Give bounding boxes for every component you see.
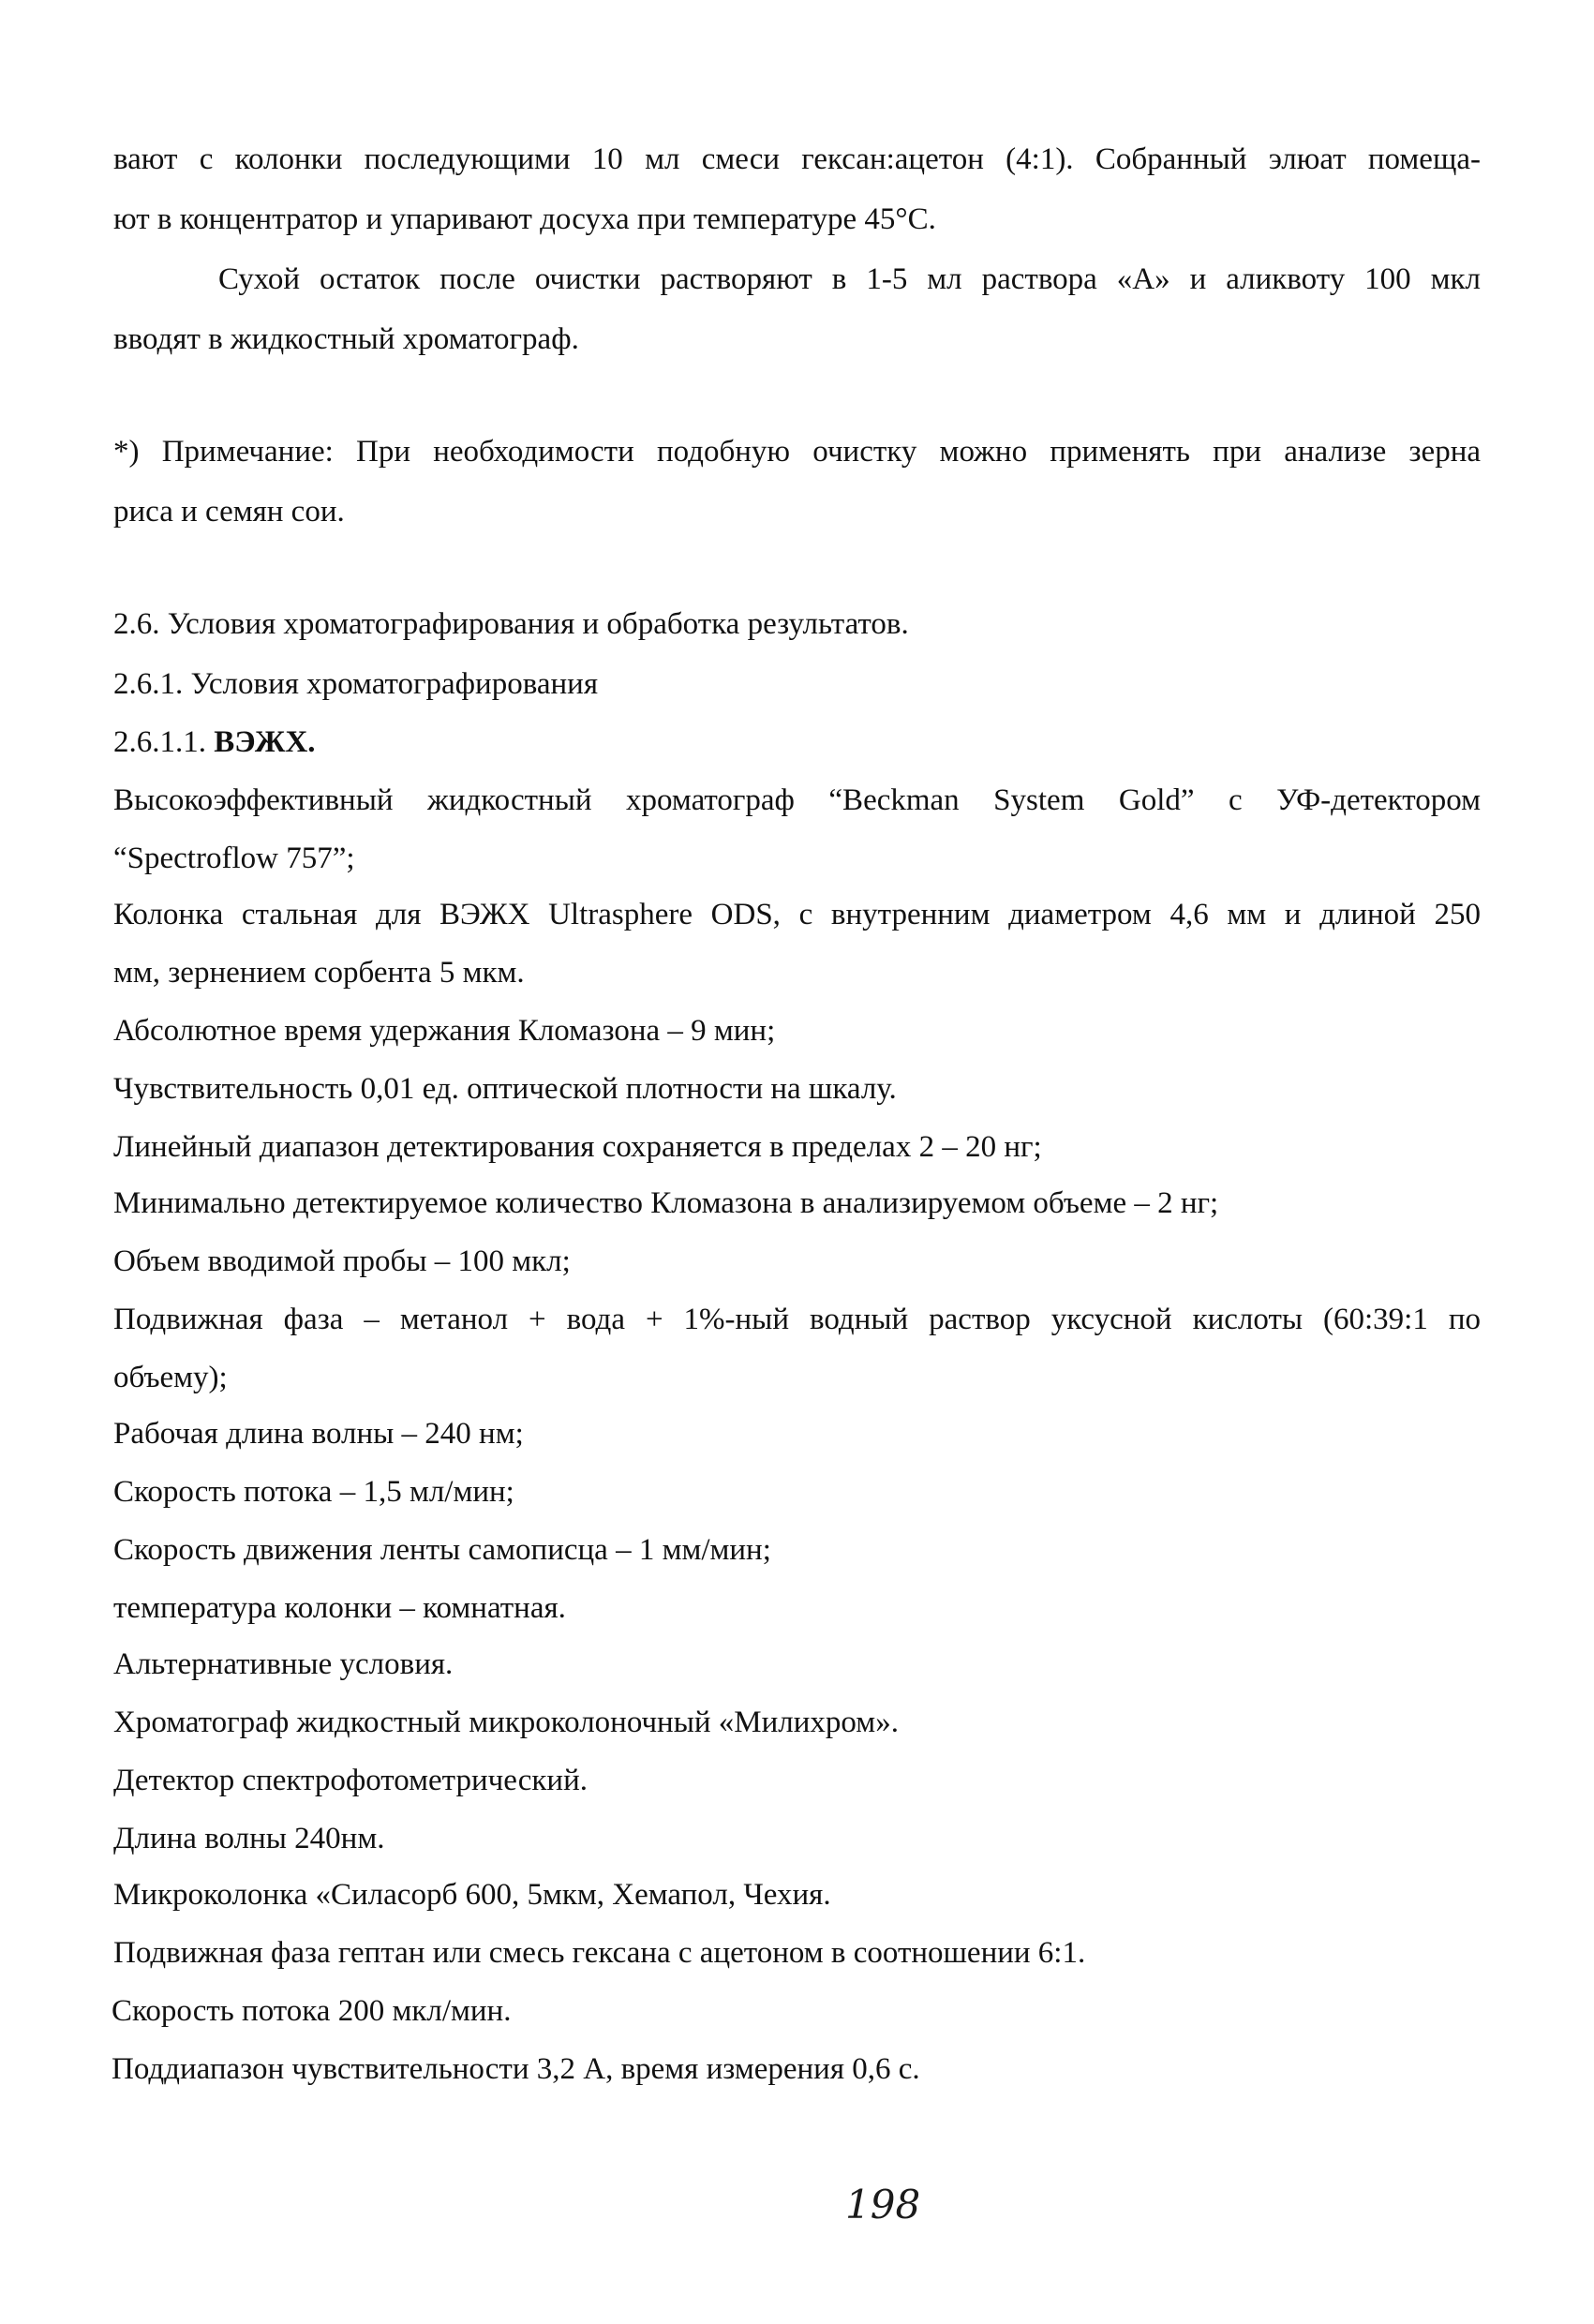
- column-temperature: температура колонки – комнатная.: [113, 1591, 566, 1625]
- paragraph-2-line-2: вводят в жидкостный хроматограф.: [113, 322, 579, 356]
- min-detectable: Минимально детектируемое количество Кломазона в анализируемом объеме – 2 нг;: [113, 1186, 1219, 1220]
- alt-column: Микроколонка «Силасорб 600, 5мкм, Хемапол, Чехия.: [113, 1878, 831, 1912]
- column-line-2: мм, зернением сорбента 5 мкм.: [113, 956, 525, 990]
- paragraph-1-line-2: ют в концентратор и упаривают досуха при температуре 45°С.: [113, 202, 936, 236]
- section-title: ВЭЖХ.: [214, 725, 316, 759]
- sensitivity: Чувствительность 0,01 ед. оптической плотности на шкалу.: [113, 1072, 897, 1106]
- mobile-phase-line-2: объему);: [113, 1361, 228, 1394]
- paragraph-2-line-1: Сухой остаток после очистки растворяют в 1-5 мл раствора «А» и аликвоту 100 мкл: [218, 262, 1481, 296]
- section-2-6-heading: 2.6. Условия хроматографирования и обработка результатов.: [113, 607, 909, 641]
- injection-volume: Объем вводимой пробы – 100 мкл;: [113, 1244, 571, 1278]
- note-line-1: *) Примечание: При необходимости подобную очистку можно применять при анализе зерна: [113, 435, 1481, 469]
- page-number: 198: [845, 2182, 921, 2227]
- chart-speed: Скорость движения ленты самописца – 1 мм/мин;: [113, 1533, 771, 1567]
- section-number: 2.6.1.1.: [113, 725, 215, 759]
- instrument-line-1: Высокоэффективный жидкостный хроматограф “Beckman System Gold” с УФ-детектором: [113, 783, 1481, 817]
- flow-rate: Скорость потока – 1,5 мл/мин;: [113, 1475, 514, 1509]
- note-line-2: риса и семян сои.: [113, 495, 345, 529]
- alternative-conditions-title: Альтернативные условия.: [113, 1647, 454, 1681]
- alt-wavelength: Длина волны 240нм.: [113, 1822, 385, 1855]
- instrument-line-2: “Spectroflow 757”;: [113, 842, 355, 875]
- paragraph-1-line-1: вают с колонки последующими 10 мл смеси гексан:ацетон (4:1). Собранный элюат помеща-: [113, 142, 1481, 176]
- alt-chromatograph: Хроматограф жидкостный микроколоночный «Милихром».: [113, 1706, 899, 1739]
- section-2-6-1-1-heading: [113, 723, 316, 761]
- retention-time: Абсолютное время удержания Кломазона – 9 мин;: [113, 1014, 776, 1048]
- alt-subrange: Поддиапазон чувствительности 3,2 А, время измерения 0,6 с.: [112, 2052, 920, 2086]
- mobile-phase-line-1: Подвижная фаза – метанол + вода + 1%-ный водный раствор уксусной кислоты (60:39:1 по: [113, 1303, 1481, 1336]
- section-2-6-1-heading: 2.6.1. Условия хроматографирования: [113, 667, 599, 701]
- alt-mobile-phase: Подвижная фаза гептан или смесь гексана с ацетоном в соотношении 6:1.: [113, 1936, 1086, 1970]
- column-line-1: Колонка стальная для ВЭЖХ Ultrasphere ODS, с внутренним диаметром 4,6 мм и длиной 250: [113, 898, 1481, 931]
- linear-range: Линейный диапазон детектирования сохраняется в пределах 2 – 20 нг;: [113, 1130, 1042, 1164]
- working-wavelength: Рабочая длина волны – 240 нм;: [113, 1417, 524, 1451]
- alt-detector: Детектор спектрофотометрический.: [113, 1764, 588, 1797]
- alt-flow-rate: Скорость потока 200 мкл/мин.: [112, 1994, 512, 2028]
